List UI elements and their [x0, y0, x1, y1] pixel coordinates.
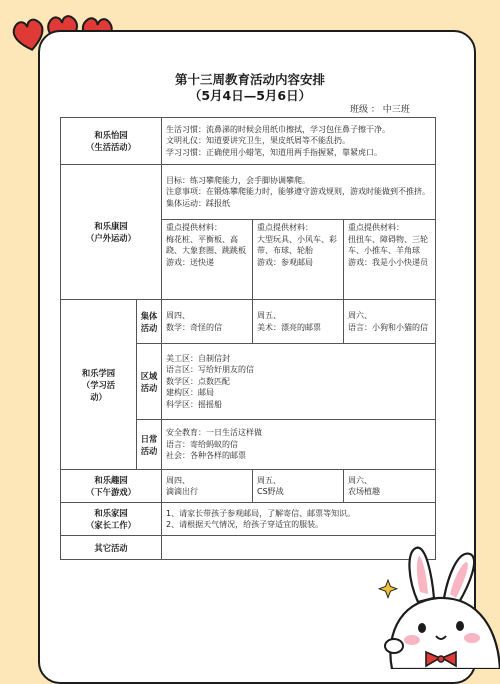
daily-content: 安全教育：一日生活这样做 语言：寄给蚂蚁的信 社会：各种各样的邮票 — [162, 420, 436, 470]
category-life: 和乐怡园 （生活活动） — [61, 118, 162, 165]
home-content: 1、请家长带孩子参观邮局，了解寄信、邮票等知识。 2、请根据天气情况，给孩子穿适宜的服装。 — [162, 503, 436, 536]
category-outdoor: 和乐康园 （户外运动） — [61, 165, 162, 300]
row-outdoor — [61, 165, 436, 220]
schedule-table — [60, 117, 436, 560]
row-life — [61, 118, 436, 165]
sub-daily-activity: 日常 活动 — [137, 420, 162, 470]
group-fri: 周五、 美术：漂亮的邮票 — [253, 300, 344, 344]
date-range: （5月4日—5月6日） — [188, 88, 312, 103]
category-other: 其它活动 — [61, 536, 162, 560]
fun-fri: 周五、 CS野战 — [253, 470, 344, 503]
sub-area-activity: 区域 活动 — [137, 344, 162, 420]
fun-sat: 周六、 农场植趣 — [344, 470, 436, 503]
materials-thu: 重点提供材料： 梅花桩、平衡板、高跷、大象套圈、跳跳板 游戏：送快递 — [162, 220, 253, 300]
paw-icon — [385, 639, 403, 653]
fun-thu: 周四、 滴滴出行 — [162, 470, 253, 503]
bunny-ear-icon — [409, 548, 434, 602]
category-fun: 和乐趣园 （下午游戏） — [61, 470, 162, 503]
class-label: 班级 ： 中三班 — [350, 105, 410, 115]
row-fun — [61, 470, 436, 503]
outdoor-goals: 目标：练习攀爬能力，会手脚协调攀爬。 注意事项：在锻炼攀爬能力时，能够遵守游戏规则，游戏时能做到不推挤。 集体运动：踩报纸 — [162, 165, 436, 220]
bunny-illustration — [378, 540, 500, 669]
area-content: 美工区：自制信封 语言区：写给好朋友的信 数学区：点数匹配 建构区：邮局 科学区：摇摇船 — [162, 344, 436, 420]
row-home — [61, 503, 436, 536]
category-study: 和乐学园 （学习活 动） — [61, 300, 137, 470]
life-content: 生活习惯：流鼻涕的时候会用纸巾擦拭，学习包住鼻子擦干净。 文明礼仪：知道要讲究卫生，果皮纸屑等不能乱扔。 学习习惯：正确使用小蜡笔，知道用两手指握紧，靠紧虎口。 — [162, 118, 436, 165]
materials-sat: 重点提供材料： 扭扭车、障碍物、三轮车、小推车、羊角球 游戏：我是小小快递员 — [344, 220, 436, 300]
group-thu: 周四、 数学：奇怪的信 — [162, 300, 253, 344]
group-sat: 周六、 语言：小狗和小猫的信 — [344, 300, 436, 344]
materials-fri: 重点提供材料： 大型玩具、小风车、彩带、布球、轮胎 游戏：参观邮局 — [253, 220, 344, 300]
row-study-group — [61, 300, 436, 344]
page-title: 第十三周教育活动内容安排 — [174, 72, 325, 87]
sparkle-icon — [379, 580, 397, 598]
bunny-ear-icon — [444, 554, 474, 604]
sub-group-activity: 集体 活动 — [137, 300, 162, 344]
category-home: 和乐家园 （家长工作） — [61, 503, 162, 536]
